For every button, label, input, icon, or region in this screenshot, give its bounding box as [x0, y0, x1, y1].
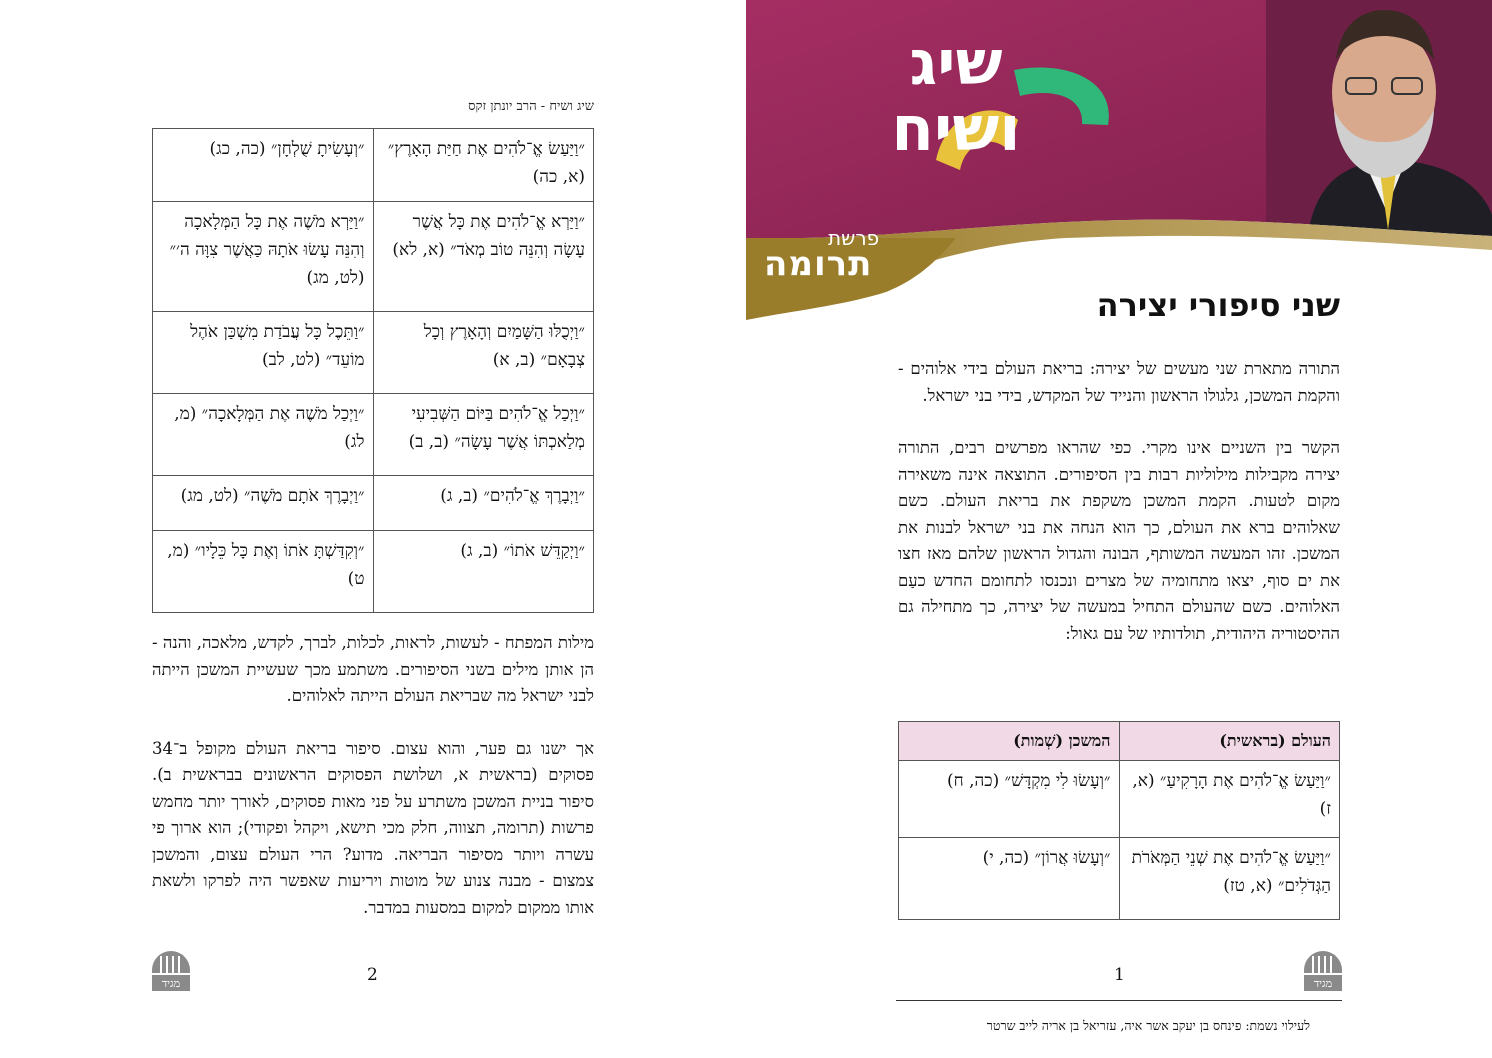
body-text [152, 630, 594, 921]
table-row [153, 476, 594, 531]
publisher-logo-label: מגיד [152, 973, 190, 991]
table-row [899, 838, 1340, 920]
table-row [153, 129, 594, 202]
table-cell: ״וְקִדַּשְׁתָּ אֹתוֹ וְאֶת כָּל כֵּלָיו״ (מ, ט) [153, 531, 374, 613]
paragraph: מילות המפתח - לעשות, לראות, לכלות, לברך, לקדש, מלאכה, והנה - הן אותן מילים בשני הסיפורים. משתמע מכך שעשיית המשכן הייתה לבני ישראל מה שבריאת העולם הייתה לאלוהים. [152, 633, 594, 705]
table-row [899, 761, 1340, 838]
paragraph: אך ישנו גם פער, והוא עצום. סיפור בריאת העולם מקופל ב־34 פסוקים (בראשית א, ושלושת הפסוקים הראשונים בבראשית ב). סיפור בניית המשכן משתרע על פני מאות פסוקים, לאורך יותר מחמש פרשות (תרומה, תצווה, חלק מכי תישא, ויקהל ופקודי); הוא ארוך פי עשרה ויותר מסיפור הבריאה. מדוע? הרי העולם עצום, והמשכן צמצום - מבנה צנוע של מוטות ויריעות שאפשר היה לפרקו ולשאת אותו ממקום למקום במסעות במדבר. [152, 738, 594, 917]
publisher-logo-icon [152, 951, 190, 991]
page-number: 1 [1114, 965, 1125, 985]
footer-divider [896, 1000, 1342, 1001]
publisher-logo-icon [1304, 951, 1342, 991]
column-header: העולם (בראשית) [1119, 722, 1340, 761]
paragraph: הקשר בין השניים אינו מקרי. כפי שהראו מפרשים רבים, התורה יצירה מקבילות מילוליות רבות בין הסיפורים. התוצאה אינה משאירה מקום לטעות. הקמת המשכן משקפת את בריאת העולם. כשם שאלוהים ברא את העולם, כך הוא הנחה את בני ישראל לבנות את המשכן. זהו המעשה המשותף, הבונה והגדול הראשון שלהם מאז חצו את ים סוף, יצאו מתחומיה של מצרים ונכנסו לתחומם החדש כעַם האלוהים. כשם שהעולם התחיל במעשה של יצירה, כך מתחילה גם ההיסטוריה היהודית, תולדותיו של עם גאול: [898, 438, 1340, 643]
table-cell: ״וַיַּרְא אֱ־לֹהִים אֶת כָּל אֲשֶׁר עָשָׂה וְהִנֵּה טוֹב מְאֹד״ (א, לא) [373, 202, 594, 312]
page-number: 2 [367, 965, 378, 985]
table-cell: ״וַיַּעַשׂ אֱ־לֹהִים אֶת הָרָקִיעַ״ (א, ז) [1119, 761, 1340, 838]
running-header: שיג ושיח - הרב יונתן זקס [468, 99, 594, 114]
article-title: שני סיפורי יצירה [1096, 286, 1340, 324]
dedication-text: לעילוי נשמת: פינחס בן יעקב אשר איה, עזריאל בן אריה לייב שרטר [986, 1018, 1310, 1033]
series-title-line2: ושיח [891, 92, 1021, 165]
table-cell: ״וְעָשׂוּ אֲרוֹן״ (כה, י) [899, 838, 1120, 920]
table-cell: ״וַיְכַל אֱ־לֹהִים בַּיּוֹם הַשְּׁבִיעִי מְלַאכְתּוֹ אֲשֶׁר עָשָׂה״ (ב, ב) [373, 394, 594, 476]
comparison-table [152, 128, 594, 613]
paragraph: התורה מתארת שני מעשים של יצירה: בריאת העולם בידי אלוהים - והקמת המשכן, גלגולו הראשון והנייד של המקדש, בידי בני ישראל. [898, 359, 1340, 405]
portrait-photo [1266, 0, 1492, 250]
table-cell: ״וַיְכַל מֹשֶׁה אֶת הַמְּלָאכָה״ (מ, לג) [153, 394, 374, 476]
series-title-line1: שיג [909, 26, 1003, 99]
table-row [153, 531, 594, 613]
comparison-table [898, 721, 1340, 920]
body-text [898, 356, 1340, 647]
header-banner [746, 0, 1492, 322]
table-row [153, 394, 594, 476]
table-cell: ״וַיְקַדֵּשׁ אֹתוֹ״ (ב, ג) [373, 531, 594, 613]
table-cell: ״וַיַּרְא מֹשֶׁה אֶת כָּל הַמְּלָאכָה וְהִנֵּה עָשׂוּ אֹתָהּ כַּאֲשֶׁר צִוָּה ה׳״ (לט, מג) [153, 202, 374, 312]
column-header: המשכן (שְׁמות) [899, 722, 1120, 761]
table-row [153, 202, 594, 312]
table-cell: ״וַיְכֻלּוּ הַשָּׁמַיִם וְהָאָרֶץ וְכָל צְבָאָם״ (ב, א) [373, 312, 594, 394]
series-title [786, 26, 1126, 165]
table-cell: ״וְעָשׂוּ לִי מִקְדָּשׁ״ (כה, ח) [899, 761, 1120, 838]
table-row [153, 312, 594, 394]
publisher-logo-label: מגיד [1304, 973, 1342, 991]
right-page [746, 0, 1492, 1058]
table-cell: ״וַיְבָרֶךְ אֹתָם מֹשֶׁה״ (לט, מג) [153, 476, 374, 531]
parsha-name: תרומה [764, 244, 873, 284]
table-header-row [899, 722, 1340, 761]
table-cell: ״וַתֵּכֶל כָּל עֲבֹדַת מִשְׁכַּן אֹהֶל מוֹעֵד״ (לט, לב) [153, 312, 374, 394]
parsha-label: פרשת [828, 226, 880, 250]
table-cell: ״וְעָשִׂיתָ שֻׁלְחָן״ (כה, כג) [153, 129, 374, 202]
table-cell: ״וַיַּעַשׂ אֱ־לֹהִים אֶת שְׁנֵי הַמְּאֹרֹת הַגְּדֹלִים״ (א, טז) [1119, 838, 1340, 920]
table-cell: ״וַיְבָרֶךְ אֱ־לֹהִים״ (ב, ג) [373, 476, 594, 531]
table-cell: ״וַיַּעַשׂ אֱ־לֹהִים אֶת חַיַּת הָאָרֶץ״ (א, כה) [373, 129, 594, 202]
